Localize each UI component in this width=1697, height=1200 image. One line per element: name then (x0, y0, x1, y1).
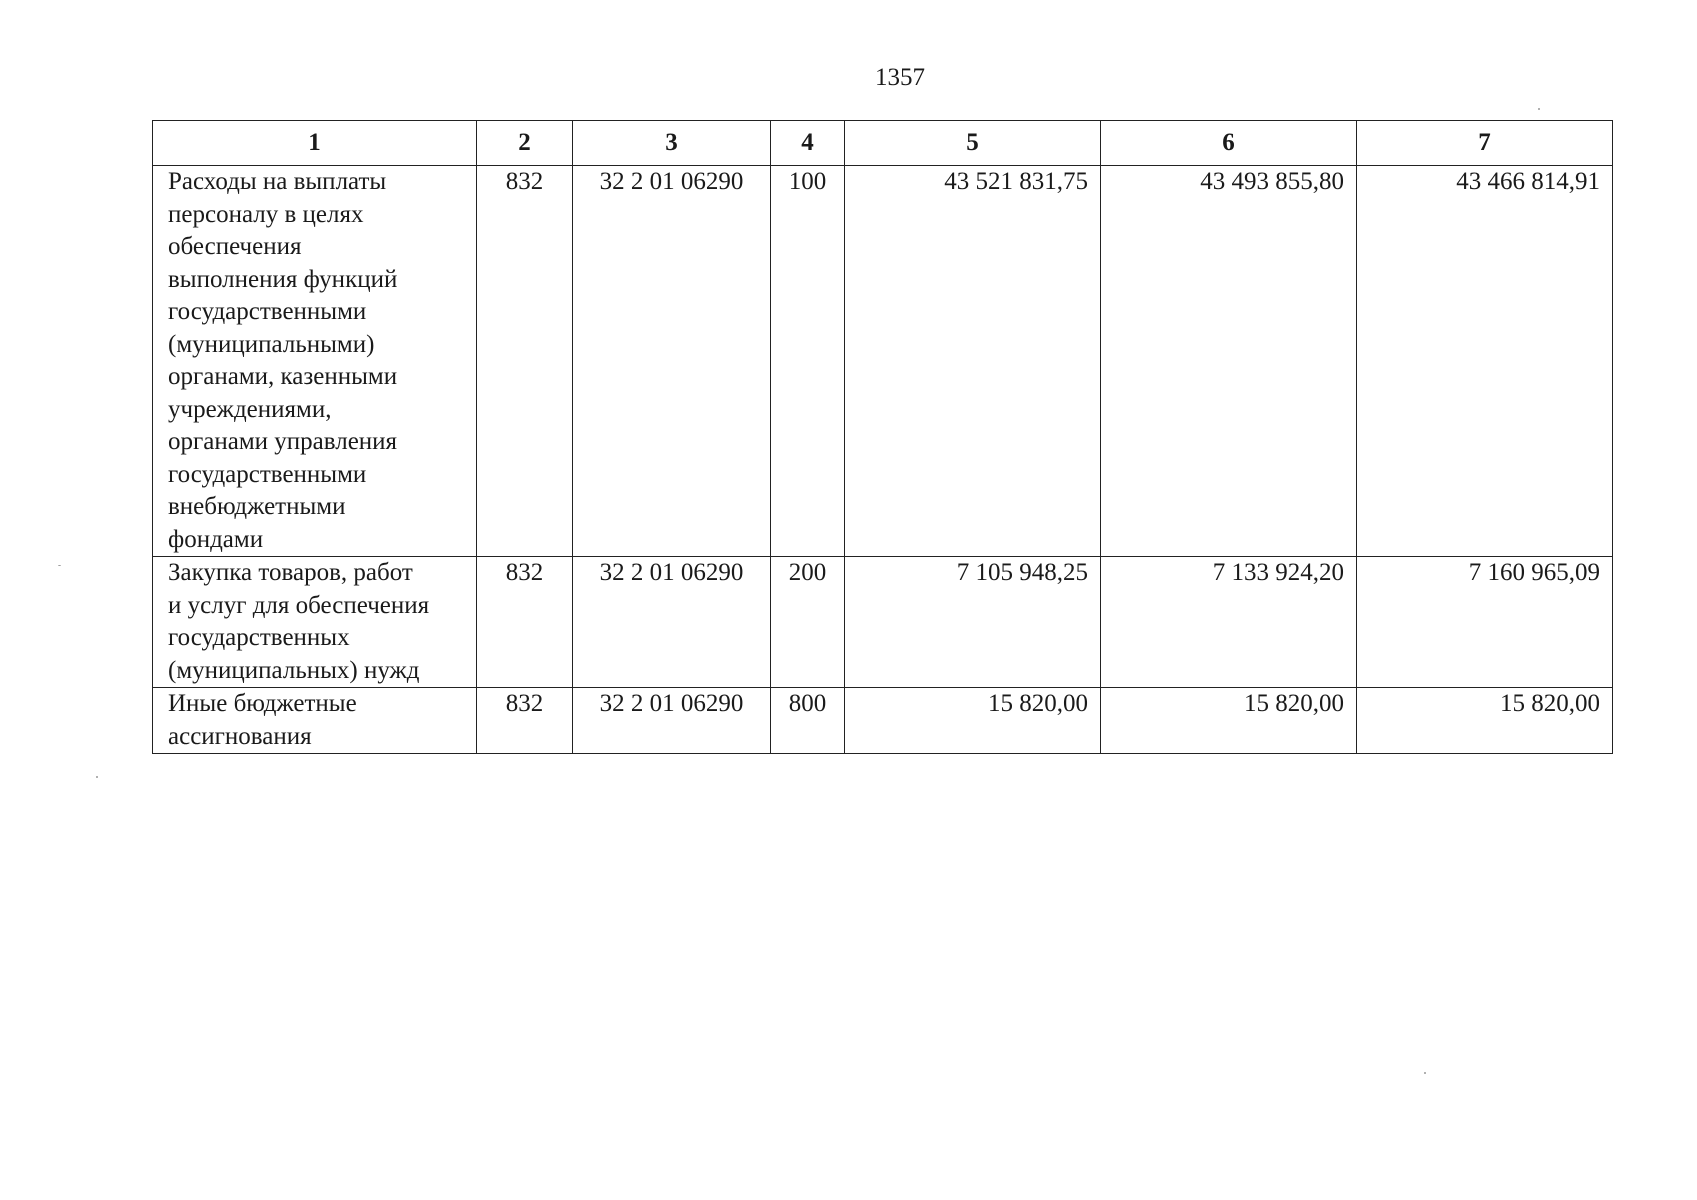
row-value-6: 7 133 924,20 (1101, 557, 1357, 688)
row-name-line: государственными (168, 298, 367, 325)
table-row (153, 166, 1613, 557)
column-header-7: 7 (1357, 121, 1613, 166)
row-name-line: фондами (168, 525, 264, 553)
row-name-line: и услуг для обеспечения (168, 591, 430, 619)
row-target-article: 32 2 01 06290 (573, 688, 771, 754)
row-name-line: ассигнования (168, 722, 312, 750)
column-header-5: 5 (845, 121, 1101, 166)
column-header-3: 3 (573, 121, 771, 166)
scan-speck (96, 776, 98, 778)
row-name-line: выполнения функций (168, 265, 398, 293)
scan-speck (1538, 108, 1540, 110)
row-name-line: (муниципальных) нужд (168, 656, 420, 684)
row-name-line: обеспечения (168, 233, 302, 260)
table-row (153, 557, 1613, 688)
row-name-line: (муниципальными) (168, 330, 375, 358)
row-name-line: персоналу в целях (168, 200, 364, 228)
scan-speck (1424, 1072, 1426, 1074)
column-header-4: 4 (771, 121, 845, 166)
row-name-line: Закупка товаров, работ (168, 559, 413, 586)
header-row (153, 121, 1613, 166)
page-number: 1357 (875, 64, 925, 91)
budget-table (152, 120, 1613, 754)
row-name-line: органами, казенными (168, 363, 398, 390)
column-header-1: 1 (153, 121, 477, 166)
row-target-article: 32 2 01 06290 (573, 557, 771, 688)
row-name-line: учреждениями, (168, 395, 332, 423)
row-value-6: 15 820,00 (1101, 688, 1357, 754)
row-code: 832 (477, 166, 573, 557)
row-value-7: 43 466 814,91 (1357, 166, 1613, 557)
row-name-line: органами управления (168, 428, 398, 455)
row-value-5: 15 820,00 (845, 688, 1101, 754)
row-code: 832 (477, 688, 573, 754)
table-body (153, 166, 1613, 754)
row-expense-type: 100 (771, 166, 845, 557)
row-name (153, 688, 477, 754)
column-header-2: 2 (477, 121, 573, 166)
row-name-line: государственными (168, 460, 367, 488)
scan-speck (58, 565, 61, 566)
row-name-line: Расходы на выплаты (168, 168, 387, 195)
table-row (153, 688, 1613, 754)
row-expense-type: 200 (771, 557, 845, 688)
row-name-line: Иные бюджетные (168, 690, 357, 717)
row-name-line: внебюджетными (168, 493, 346, 520)
row-name-line: государственных (168, 624, 350, 651)
row-name (153, 557, 477, 688)
row-expense-type: 800 (771, 688, 845, 754)
row-name (153, 166, 477, 557)
row-value-7: 7 160 965,09 (1357, 557, 1613, 688)
row-value-5: 7 105 948,25 (845, 557, 1101, 688)
row-value-7: 15 820,00 (1357, 688, 1613, 754)
row-target-article: 32 2 01 06290 (573, 166, 771, 557)
row-value-5: 43 521 831,75 (845, 166, 1101, 557)
row-value-6: 43 493 855,80 (1101, 166, 1357, 557)
row-code: 832 (477, 557, 573, 688)
column-header-6: 6 (1101, 121, 1357, 166)
